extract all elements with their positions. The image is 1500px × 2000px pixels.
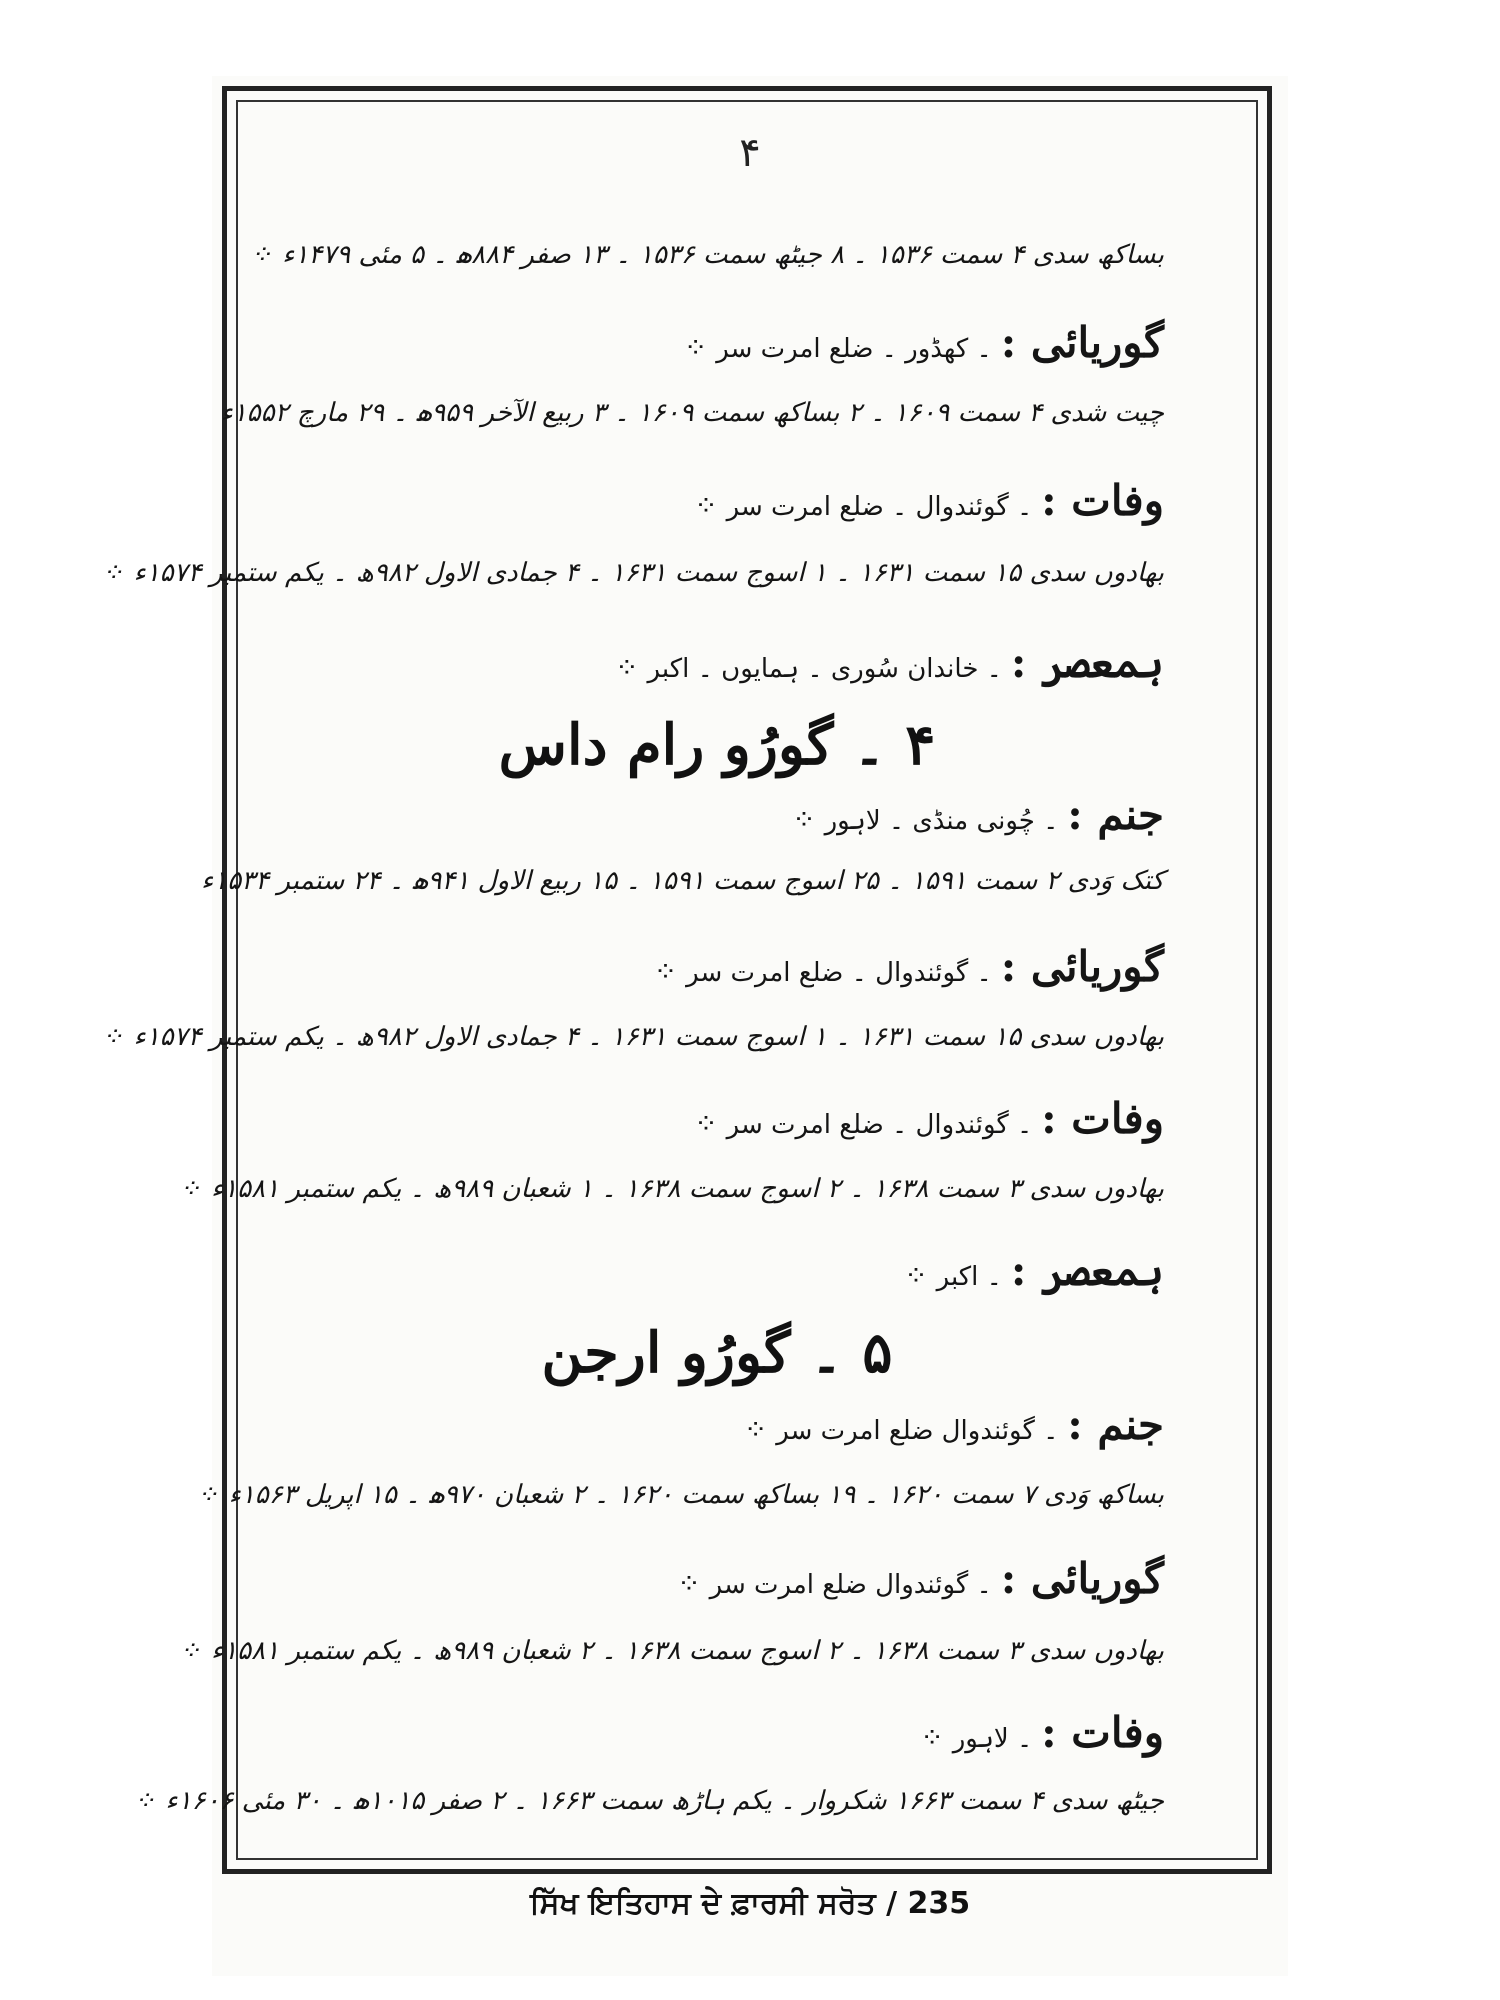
entry-line: بساکھ سدی ۴ سمت ۱۵۳۶ ۔ ۸ جیٹھ سمت ۱۵۳۶ ۔ ۱۳ صفر ۸۸۴ھ ۔ ۵ مئی ۱۴۷۹ء ⁘ <box>252 240 1164 270</box>
entry-line: بھادوں سدی ۳ سمت ۱۶۳۸ ۔ ۲ اسوج سمت ۱۶۳۸ ۔ ۲ شعبان ۹۸۹ھ ۔ یکم ستمبر ۱۵۸۱ء ⁘ <box>180 1636 1164 1666</box>
label-line: وفات : ۔ لاہور ⁘ <box>920 1708 1164 1757</box>
section-heading: ۵ ۔ گورُو ارجن <box>541 1320 893 1386</box>
entry-line: کتک وَدی ۲ سمت ۱۵۹۱ ۔ ۲۵ اسوج سمت ۱۵۹۱ ۔ ۱۵ ربیع الاول ۹۴۱ھ ۔ ۲۴ ستمبر ۱۵۳۴ء <box>201 866 1164 896</box>
label-line: جنم : ۔ چُونی منڈی ۔ لاہور ⁘ <box>792 790 1164 839</box>
entry-line: جیٹھ سدی ۴ سمت ۱۶۶۳ شکروار ۔ یکم ہاڑھ سمت ۱۶۶۳ ۔ ۲ صفر ۱۰۱۵ھ ۔ ۳۰ مئی ۱۶۰۶ء ⁘ <box>135 1786 1164 1816</box>
entry-line: بساکھ وَدی ۷ سمت ۱۶۲۰ ۔ ۱۹ بساکھ سمت ۱۶۲۰ ۔ ۲ شعبان ۹۷۰ھ ۔ ۱۵ اپریل ۱۵۶۳ء ⁘ <box>198 1480 1164 1510</box>
label-line: ہمعصر : ۔ اکبر ⁘ <box>904 1246 1164 1295</box>
label-line: گوریائی : ۔ کھڈور ۔ ضلع امرت سر ⁘ <box>683 318 1164 367</box>
entry-line: بھادوں سدی ۳ سمت ۱۶۳۸ ۔ ۲ اسوج سمت ۱۶۳۸ ۔ ۱ شعبان ۹۸۹ھ ۔ یکم ستمبر ۱۵۸۱ء ⁘ <box>180 1174 1164 1204</box>
label-line: جنم : ۔ گوئندوال ضلع امرت سر ⁘ <box>743 1400 1164 1449</box>
entry-line: چیت شدی ۴ سمت ۱۶۰۹ ۔ ۲ بساکھ سمت ۱۶۰۹ ۔ ۳ ربیع الآخر ۹۵۹ھ ۔ ۲۹ مارچ ۱۵۵۲ء <box>220 398 1164 428</box>
entry-line: بھادوں سدی ۱۵ سمت ۱۶۳۱ ۔ ۱ اسوج سمت ۱۶۳۱ ۔ ۴ جمادی الاول ۹۸۲ھ ۔ یکم ستمبر ۱۵۷۴ء ⁘ <box>103 1022 1164 1052</box>
label-line: گوریائی : ۔ گوئندوال ۔ ضلع امرت سر ⁘ <box>653 942 1164 991</box>
label-line: گوریائی : ۔ گوئندوال ضلع امرت سر ⁘ <box>677 1554 1164 1603</box>
label-line: وفات : ۔ گوئندوال ۔ ضلع امرت سر ⁘ <box>694 1094 1164 1143</box>
page-number: ۴ <box>739 130 761 176</box>
entry-line: بھادوں سدی ۱۵ سمت ۱۶۳۱ ۔ ۱ اسوج سمت ۱۶۳۱ ۔ ۴ جمادی الاول ۹۸۲ھ ۔ یکم ستمبر ۱۵۷۴ء ⁘ <box>103 558 1164 588</box>
page-footer: ਸਿੱਖ ਇਤਿਹਾਸ ਦੇ ਫ਼ਾਰਸੀ ਸਰੋਤ / 235 <box>529 1886 971 1921</box>
label-line: ہمعصر : ۔ خاندان سُوری ۔ ہمایوں ۔ اکبر ⁘ <box>615 638 1164 687</box>
label-line: وفات : ۔ گوئندوال ۔ ضلع امرت سر ⁘ <box>694 476 1164 525</box>
section-heading: ۴ ۔ گورُو رام داس <box>498 712 936 778</box>
